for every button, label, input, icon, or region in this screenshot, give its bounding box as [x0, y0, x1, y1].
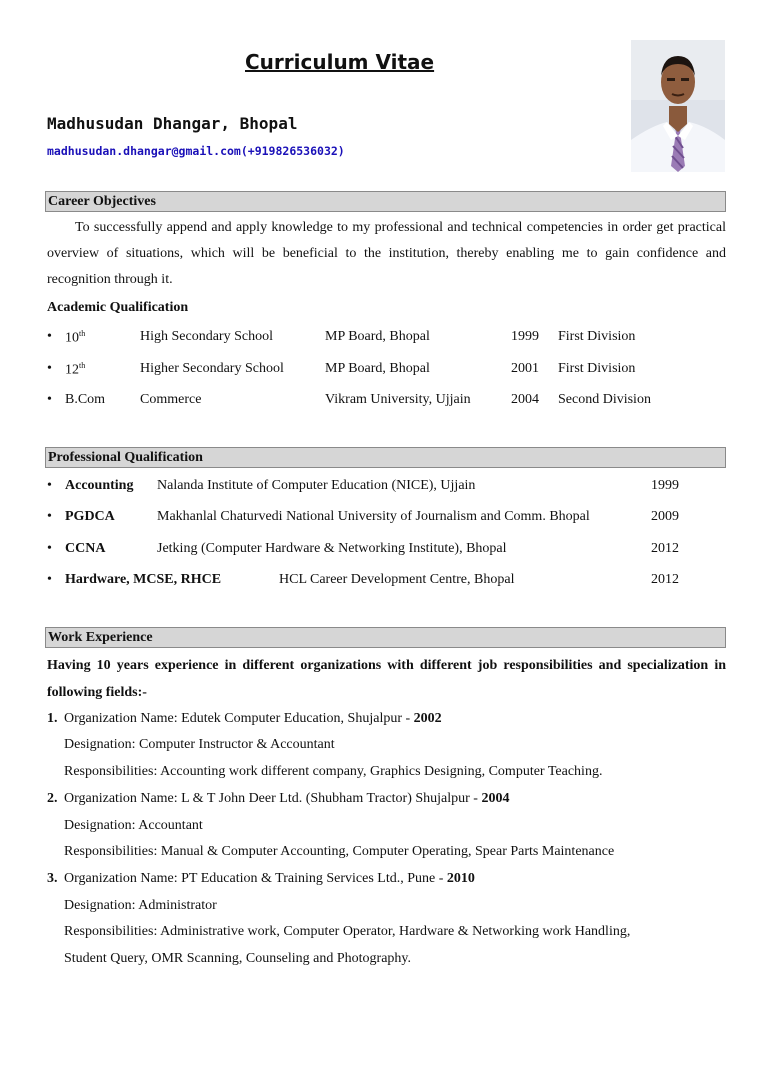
job-designation: Designation: Administrator	[64, 898, 217, 913]
professional-course: CCNA	[65, 541, 106, 556]
professional-year: 2012	[651, 541, 679, 556]
academic-division: Second Division	[558, 392, 651, 407]
professional-qualification-heading: Professional Qualification	[45, 447, 726, 468]
academic-year: 2004	[511, 392, 539, 407]
professional-year: 1999	[651, 478, 679, 493]
career-objectives-heading: Career Objectives	[45, 191, 726, 212]
work-experience-intro: Having 10 years experience in different organizations with different job responsibilities and specialization in following fields:-	[47, 658, 726, 700]
job-number: 3.	[47, 871, 58, 886]
bullet-icon: •	[47, 478, 52, 493]
academic-level: 12th	[65, 361, 86, 378]
academic-qualification-heading: Academic Qualification	[47, 300, 189, 315]
profile-photo	[631, 40, 725, 172]
academic-row	[47, 361, 727, 381]
professional-institute: Nalanda Institute of Computer Education (NICE), Ujjain	[157, 478, 476, 493]
professional-row	[47, 509, 727, 529]
professional-course: PGDCA	[65, 509, 115, 524]
professional-course: Accounting	[65, 478, 134, 493]
work-experience-heading: Work Experience	[45, 627, 726, 648]
job-responsibilities: Responsibilities: Administrative work, Computer Operator, Hardware & Networking work Handling,	[64, 924, 631, 939]
job-designation: Designation: Computer Instructor & Accountant	[64, 737, 335, 752]
job-organization: Organization Name: L & T John Deer Ltd. (Shubham Tractor) Shujalpur - 2004	[64, 791, 510, 806]
career-objective-body: To successfully append and apply knowledge to my professional and technical competencies in order get practical overview of situations, which will be beneficial to the institution, thereby enabling me to gain confidence and recognition through it.	[47, 220, 726, 287]
professional-institute: Makhanlal Chaturvedi National University of Journalism and Comm. Bhopal	[157, 509, 590, 524]
contact-info: madhusudan.dhangar@gmail.com(+919826536032)	[47, 144, 345, 158]
job-designation: Designation: Accountant	[64, 818, 203, 833]
academic-division: First Division	[558, 329, 636, 344]
academic-course: Higher Secondary School	[140, 361, 284, 376]
academic-year: 2001	[511, 361, 539, 376]
job-number: 1.	[47, 711, 58, 726]
bullet-icon: •	[47, 329, 52, 344]
candidate-name: Madhusudan Dhangar, Bhopal	[47, 114, 298, 133]
professional-year: 2012	[651, 572, 679, 587]
professional-row	[47, 541, 727, 561]
academic-board: MP Board, Bhopal	[325, 361, 430, 376]
job-year: 2002	[413, 711, 442, 726]
professional-row	[47, 572, 727, 592]
academic-row	[47, 329, 727, 349]
academic-level: B.Com	[65, 392, 106, 407]
professional-course: Hardware, MCSE, RHCE	[65, 572, 222, 587]
professional-institute: Jetking (Computer Hardware & Networking Institute), Bhopal	[157, 541, 507, 556]
job-year: 2004	[481, 791, 510, 806]
job-responsibilities-continued: Student Query, OMR Scanning, Counseling and Photography.	[64, 951, 411, 966]
bullet-icon: •	[47, 572, 52, 587]
bullet-icon: •	[47, 392, 52, 407]
career-objective-text	[47, 215, 726, 293]
job-number: 2.	[47, 791, 58, 806]
professional-row	[47, 478, 727, 498]
academic-level: 10th	[65, 329, 86, 346]
academic-year: 1999	[511, 329, 539, 344]
academic-board: MP Board, Bhopal	[325, 329, 430, 344]
job-responsibilities: Responsibilities: Manual & Computer Accounting, Computer Operating, Spear Parts Maintenance	[64, 844, 615, 859]
job-organization: Organization Name: Edutek Computer Education, Shujalpur - 2002	[64, 711, 442, 726]
job-organization: Organization Name: PT Education & Training Services Ltd., Pune - 2010	[64, 871, 475, 886]
academic-board: Vikram University, Ujjain	[325, 392, 471, 407]
job-year: 2010	[446, 871, 475, 886]
academic-course: High Secondary School	[140, 329, 273, 344]
professional-institute: HCL Career Development Centre, Bhopal	[279, 572, 515, 587]
professional-year: 2009	[651, 509, 679, 524]
academic-row	[47, 392, 727, 412]
bullet-icon: •	[47, 361, 52, 376]
bullet-icon: •	[47, 541, 52, 556]
job-responsibilities: Responsibilities: Accounting work different company, Graphics Designing, Computer Teaching.	[64, 764, 603, 779]
document-title: Curriculum Vitae	[245, 50, 435, 74]
bullet-icon: •	[47, 509, 52, 524]
academic-division: First Division	[558, 361, 636, 376]
academic-course: Commerce	[140, 392, 202, 407]
